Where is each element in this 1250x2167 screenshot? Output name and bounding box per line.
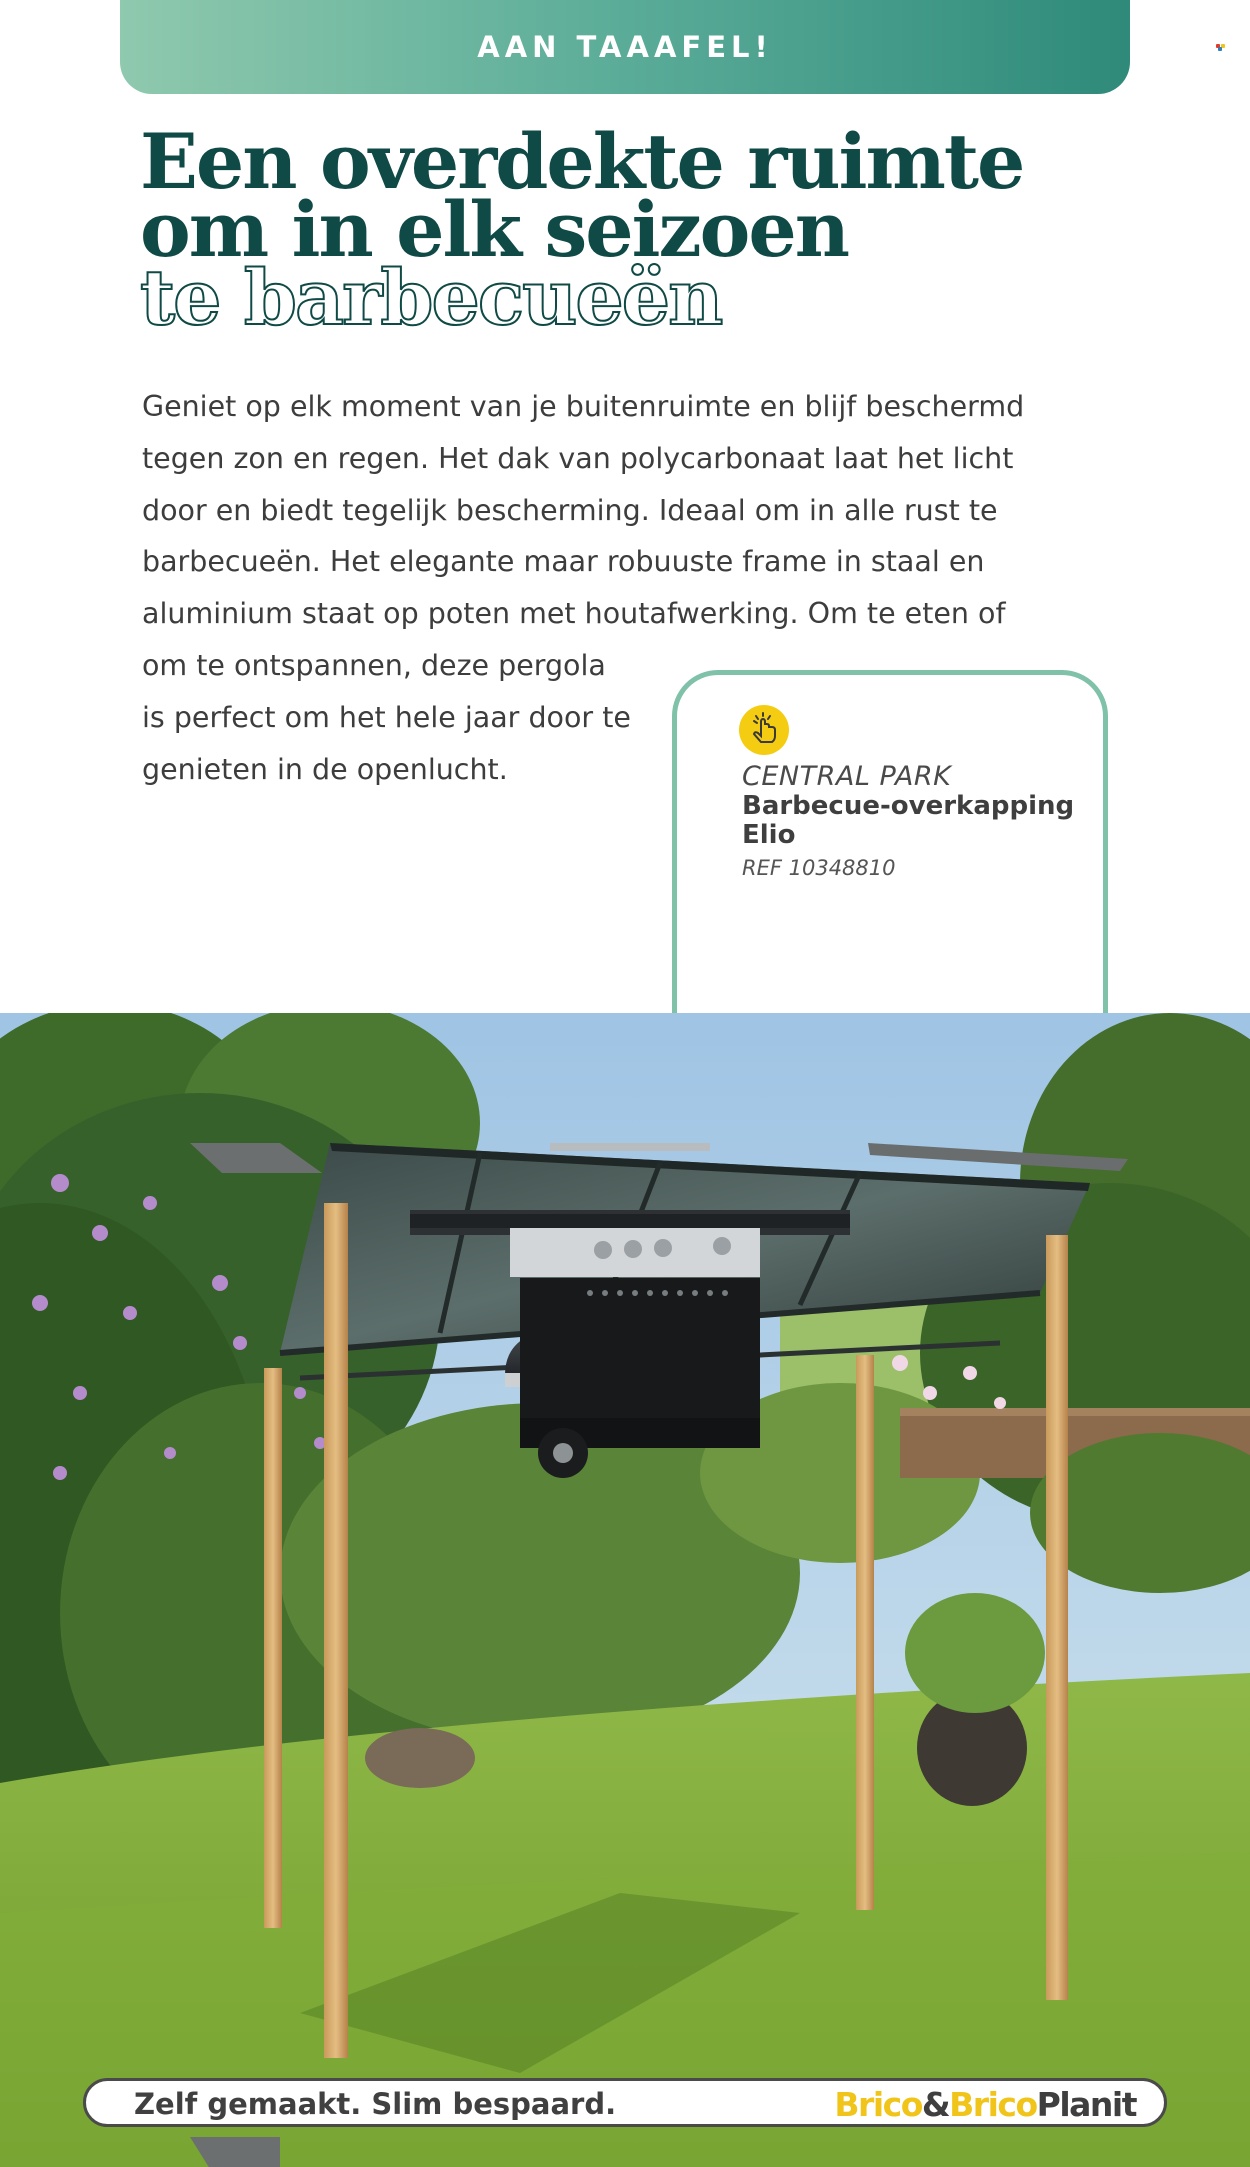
brico-planit-logo[interactable] <box>834 2085 1136 2124</box>
intro-line: genieten in de openlucht. <box>142 752 508 786</box>
intro-line: tegen zon en regen. Het dak van polycarbonaat laat het licht <box>142 441 1014 475</box>
logo-part-brico: Brico <box>834 2085 922 2124</box>
intro-line: aluminium staat op poten met houtafwerking. Om te eten of <box>142 597 1006 631</box>
logo-part-planit: Planit <box>1036 2085 1136 2124</box>
headline-line-2: om in elk seizoen <box>140 185 848 274</box>
logo-ampersand: & <box>921 2085 950 2124</box>
product-brand: CENTRAL PARK <box>742 761 952 792</box>
section-banner <box>120 0 1130 94</box>
intro-line: barbecueën. Het elegante maar robuuste frame in staal en <box>142 545 985 579</box>
banner-title: AAN TAAAFEL! <box>477 30 773 64</box>
intro-line: is perfect om het hele jaar door te <box>142 700 631 734</box>
logo-part-brico-2: Brico <box>949 2085 1037 2124</box>
headline-line-3: te barbecueën <box>140 253 722 342</box>
headline-line-1: Een overdekte ruimte <box>140 117 1024 206</box>
footer-bar <box>83 2078 1167 2127</box>
intro-line: door en biedt tegelijk bescherming. Ideaal om in alle rust te <box>142 493 998 527</box>
page-headline <box>140 117 1100 342</box>
intro-line: Geniet op elk moment van je buitenruimte en blijf beschermd <box>142 390 1025 423</box>
product-name: Barbecue-overkapping Elio <box>742 791 1075 850</box>
footer-slogan: Zelf gemaakt. Slim bespaard. <box>134 2087 617 2121</box>
intro-line: om te ontspannen, deze pergola <box>142 648 606 682</box>
page-marker-icon <box>1216 44 1226 50</box>
touch-hand-icon[interactable] <box>739 705 789 755</box>
product-photo <box>0 1013 1250 2167</box>
product-card[interactable] <box>672 670 1108 1030</box>
product-reference: REF 10348810 <box>742 856 896 880</box>
